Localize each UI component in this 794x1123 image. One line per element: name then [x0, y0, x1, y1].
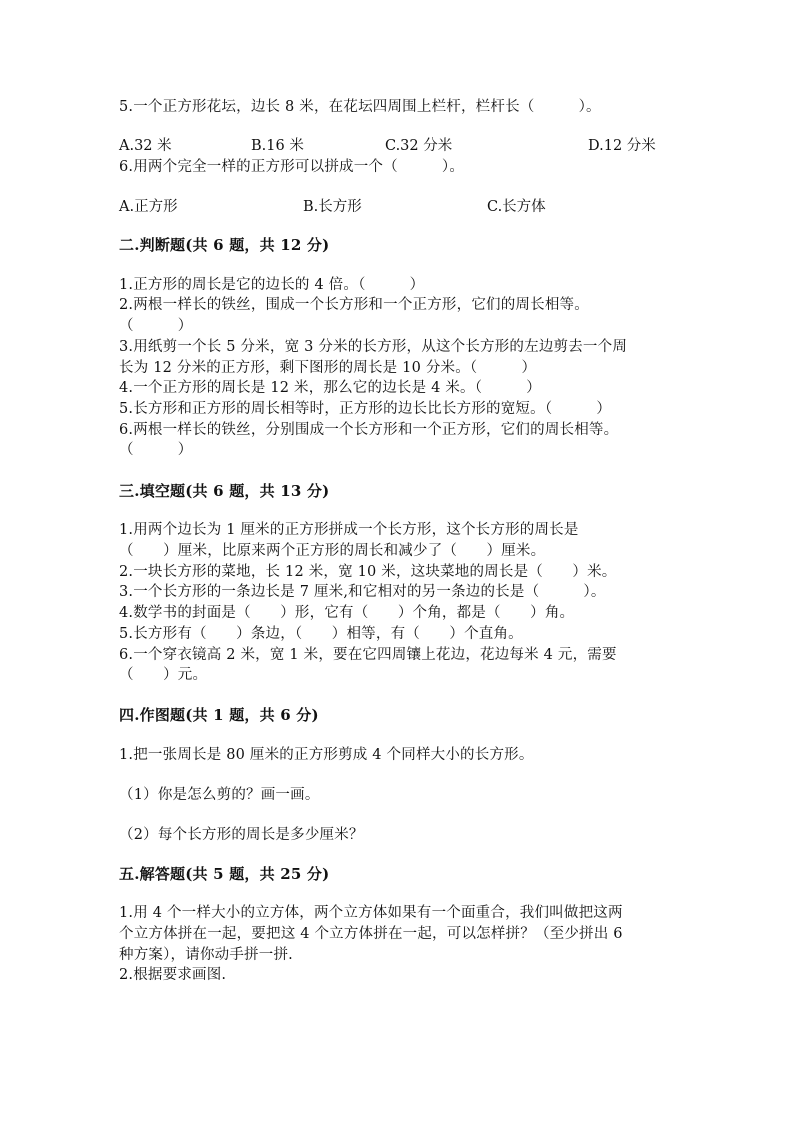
fill-line: （ ）厘米，比原来两个正方形的周长和减少了（ ）厘米。 — [119, 543, 546, 559]
q6-option-b: B.长方形 — [303, 199, 362, 215]
q5-option-a: A.32 米 — [119, 138, 172, 154]
q5-option-c: C.32 分米 — [385, 138, 453, 154]
fill-line: 2.一块长方形的菜地，长 12 米，宽 10 米，这块菜地的周长是（ ）米。 — [119, 564, 617, 580]
judge-heading: 二.判断题(共 6 题，共 12 分) — [119, 236, 330, 254]
q6-option-c: C.长方体 — [487, 199, 546, 215]
judge-line: 3.用纸剪一个长 5 分米，宽 3 分米的长方形，从这个长方形的左边剪去一个周 — [119, 339, 628, 355]
judge-line: 2.两根一样长的铁丝，围成一个长方形和一个正方形，它们的周长相等。 — [119, 297, 589, 313]
q5-option-b: B.16 米 — [251, 138, 304, 154]
draw-q1: 1.把一张周长是 80 厘米的正方形剪成 4 个同样大小的长方形。 — [119, 747, 534, 763]
judge-line: 4.一个正方形的周长是 12 米，那么它的边长是 4 米。（ ） — [119, 380, 541, 396]
choice-q6: 6.用两个完全一样的正方形可以拼成一个（ ）。 — [119, 159, 465, 175]
judge-line: 长为 12 分米的正方形，剩下图形的周长是 10 分米。（ ） — [119, 360, 537, 376]
q6-option-a: A.正方形 — [119, 199, 178, 215]
judge-line: 5.长方形和正方形的周长相等时，正方形的边长比长方形的宽短。（ ） — [119, 401, 612, 417]
fill-line: 6.一个穿衣镜高 2 米，宽 1 米，要在它四周镶上花边，花边每米 4 元，需要 — [119, 647, 617, 663]
fill-line: 4.数学书的封面是（ ）形，它有（ ）个角，都是（ ）角。 — [119, 605, 575, 621]
judge-line: 1.正方形的周长是它的边长的 4 倍。（ ） — [119, 277, 425, 293]
judge-line: （ ） — [119, 442, 193, 458]
solve-line: 个立方体拼在一起，要把这 4 个立方体拼在一起，可以怎样拼？（至少拼出 6 — [119, 926, 623, 942]
draw-heading: 四.作图题(共 1 题，共 6 分) — [119, 706, 319, 724]
fill-heading: 三.填空题(共 6 题，共 13 分) — [119, 482, 330, 500]
draw-sub1: （1）你是怎么剪的？画一画。 — [119, 787, 320, 803]
solve-heading: 五.解答题(共 5 题，共 25 分) — [119, 865, 330, 883]
judge-line: 6.两根一样长的铁丝，分别围成一个长方形和一个正方形，它们的周长相等。 — [119, 422, 619, 438]
q5-option-d: D.12 分米 — [588, 138, 656, 154]
draw-sub2: （2）每个长方形的周长是多少厘米？ — [119, 827, 364, 843]
solve-line: 种方案），请你动手拼一拼. — [119, 947, 293, 963]
fill-line: （ ）元。 — [119, 667, 208, 683]
choice-q5: 5.一个正方形花坛，边长 8 米，在花坛四周围上栏杆，栏杆长（ ）。 — [119, 99, 601, 115]
fill-line: 5.长方形有（ ）条边，（ ）相等，有（ ）个直角。 — [119, 626, 523, 642]
solve-line: 1.用 4 个一样大小的立方体，两个立方体如果有一个面重合，我们叫做把这两 — [119, 905, 623, 921]
judge-line: （ ） — [119, 318, 193, 334]
fill-line: 3.一个长方形的一条边长是 7 厘米,和它相对的另一条边的长是（ ）。 — [119, 584, 606, 600]
solve-line: 2.根据要求画图. — [119, 967, 227, 983]
fill-line: 1.用两个边长为 1 厘米的正方形拼成一个长方形，这个长方形的周长是 — [119, 522, 579, 538]
